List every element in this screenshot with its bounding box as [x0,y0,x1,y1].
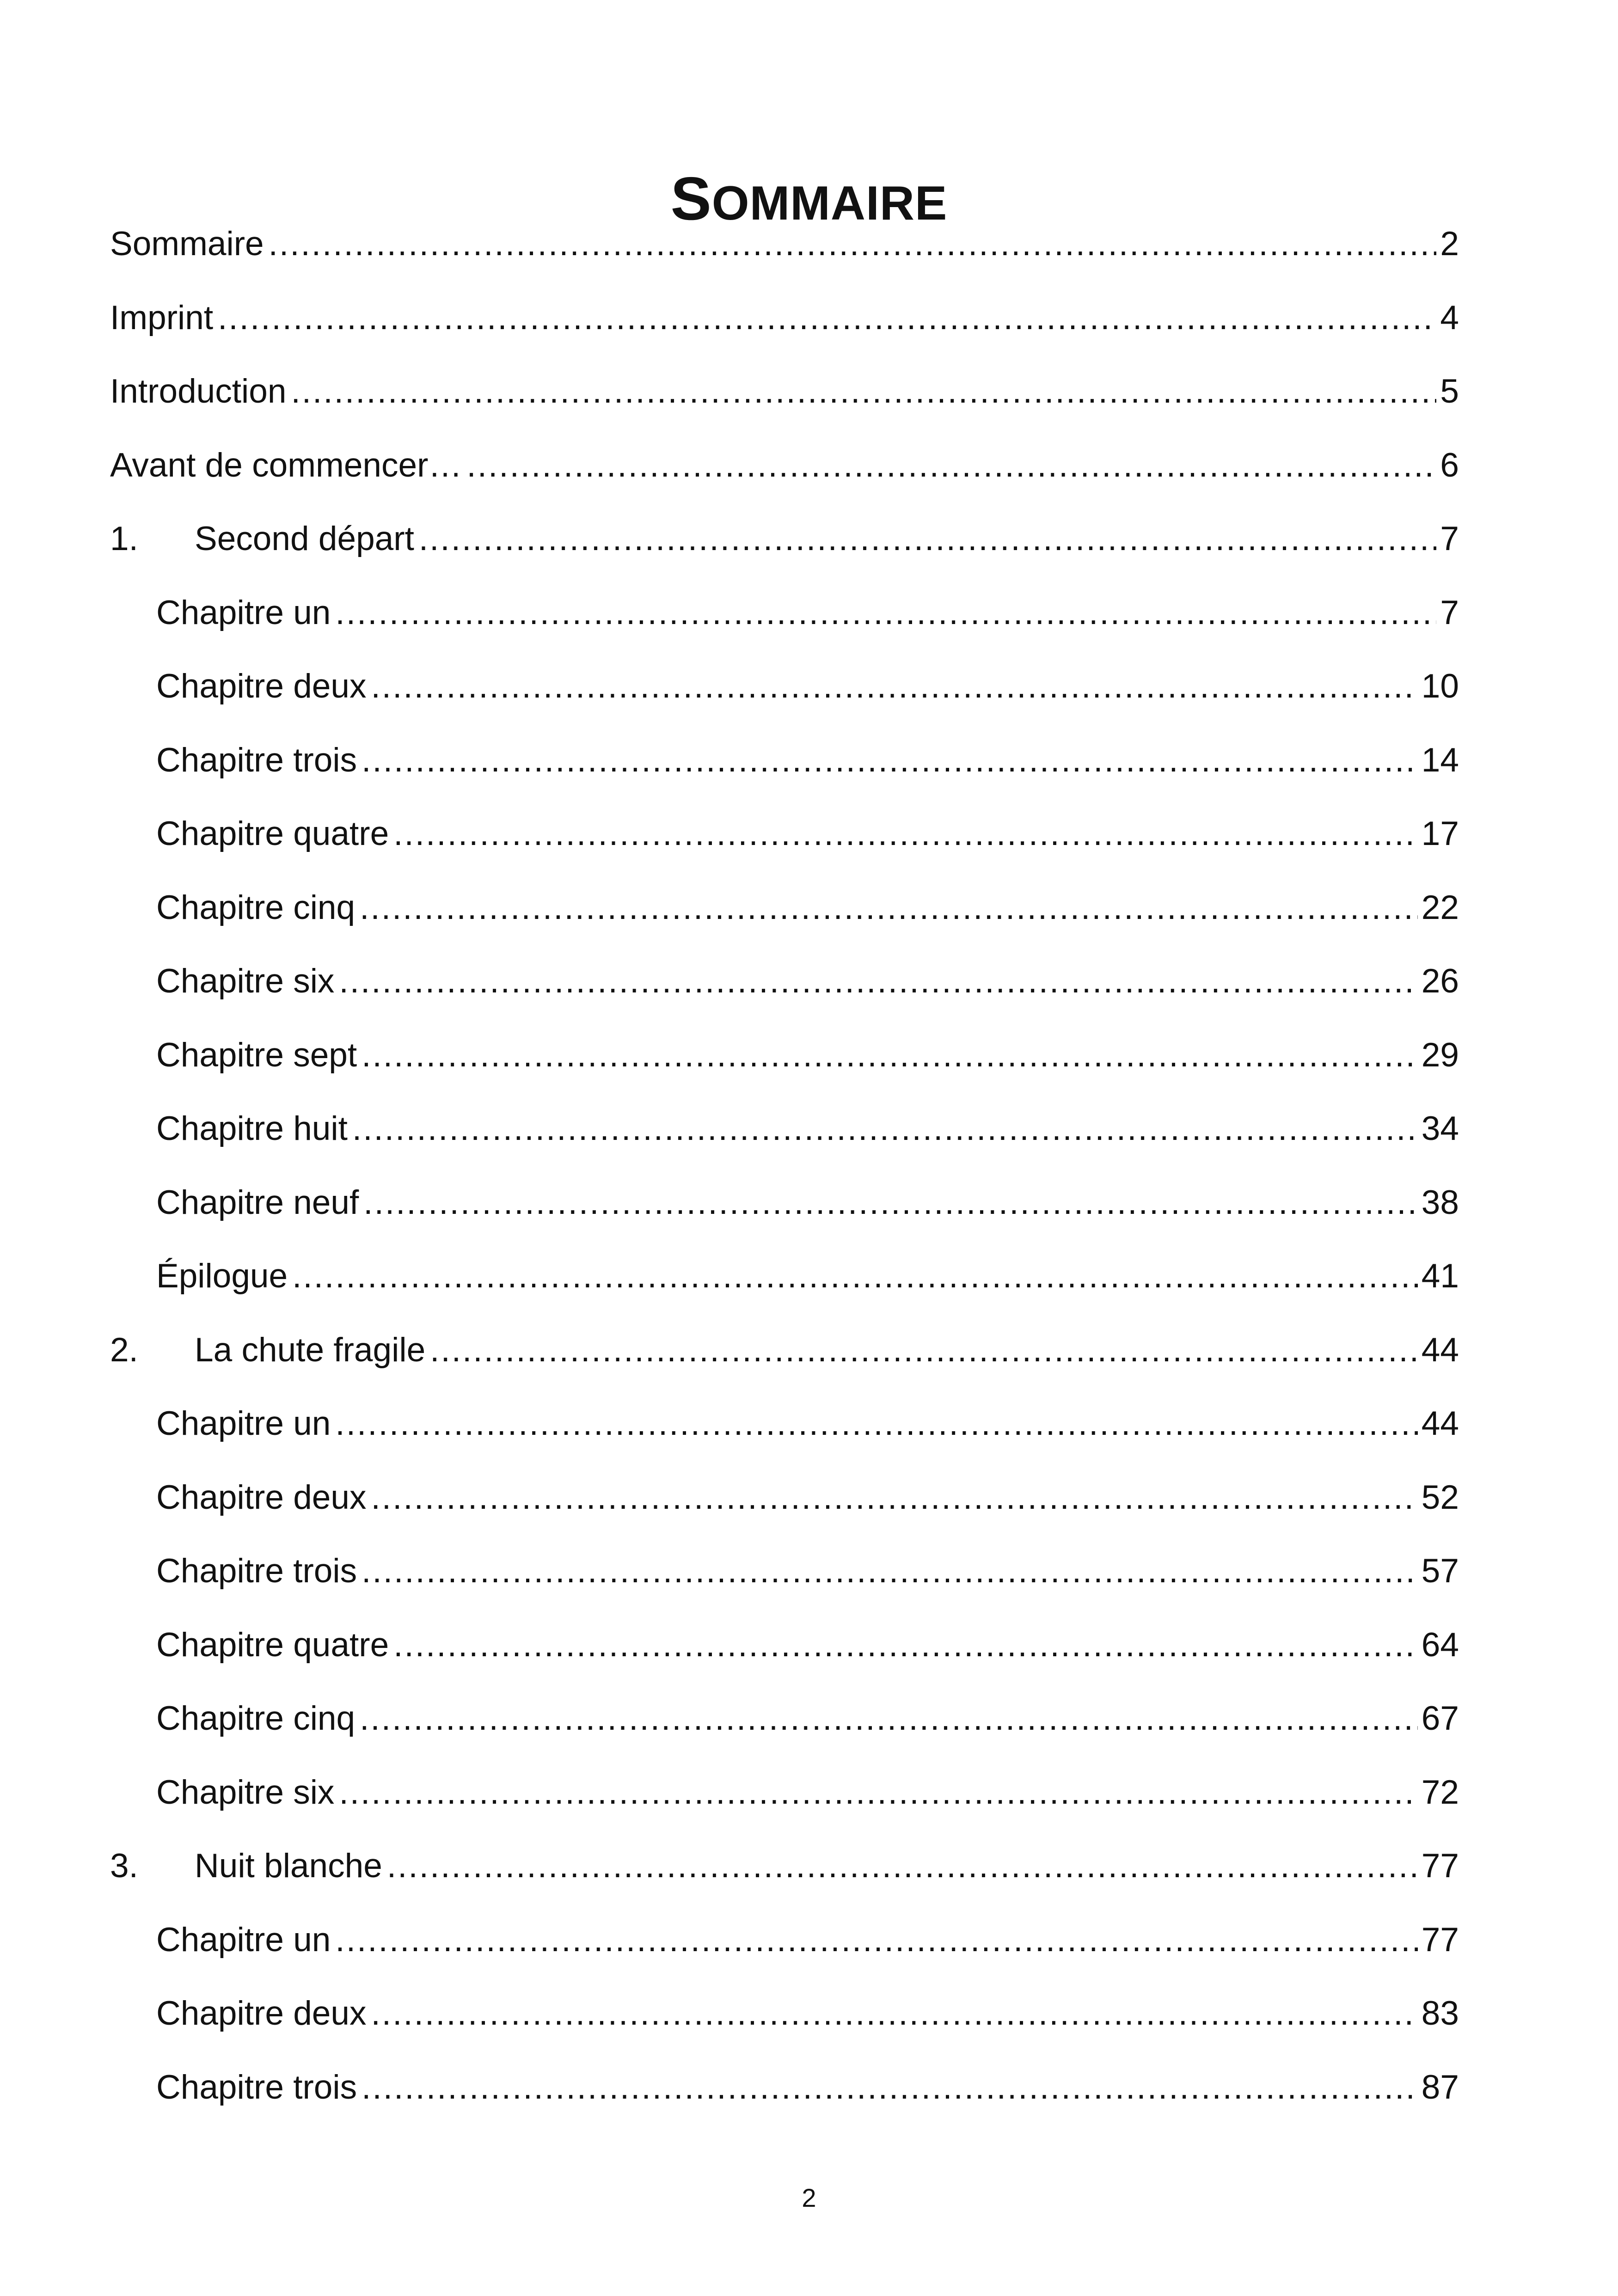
toc-entry[interactable] [110,959,1459,1033]
toc-entry-label: Chapitre deux [156,667,367,705]
toc-entry-label: Chapitre un [156,1405,331,1442]
toc-entry[interactable] [110,1181,1459,1255]
toc-entry[interactable] [110,296,1459,370]
toc-entry[interactable] [110,1402,1459,1476]
toc-entry-label: La chute fragile [195,1331,426,1369]
toc-dot-leader [363,1181,1418,1225]
toc-entry-number: 1. [110,520,138,557]
toc-entry-label: Chapitre trois [156,741,357,779]
toc-entry-page: 29 [1421,1036,1459,1074]
toc-entry-page: 6 [1440,446,1459,484]
toc-entry[interactable] [110,369,1459,443]
toc-dot-leader [362,1549,1418,1593]
toc-entry[interactable] [110,1844,1459,1918]
toc-entry-label: Imprint [110,299,214,337]
toc-dot-leader [371,664,1418,708]
toc-entry-page: 83 [1421,1995,1459,2032]
toc-dot-leader [362,2065,1418,2109]
toc-entry[interactable] [110,886,1459,960]
toc-entry-page: 87 [1421,2068,1459,2106]
toc-entry-page: 77 [1421,1847,1459,1885]
toc-entry[interactable] [110,1549,1459,1623]
toc-dot-leader [218,296,1436,340]
toc-entry[interactable] [110,591,1459,665]
toc-entry-page: 41 [1421,1257,1459,1295]
toc-dot-leader [371,1476,1418,1519]
toc-entry-label: Nuit blanche [195,1847,382,1885]
toc-entry-label: Chapitre neuf [156,1183,359,1221]
toc-entry-page: 26 [1421,962,1459,1000]
toc-entry-label: Épilogue [156,1257,288,1295]
toc-entry-page: 14 [1421,741,1459,779]
toc-entry[interactable] [110,812,1459,886]
toc-entry-label: Sommaire [110,225,264,263]
toc-entry[interactable] [110,1918,1459,1992]
toc-entry-page: 64 [1421,1626,1459,1664]
page-title-rest: OMMAIRE [711,177,948,231]
toc-entry[interactable] [110,664,1459,738]
toc-dot-leader [335,1402,1417,1445]
toc-entry-number: 2. [110,1331,138,1369]
toc-entry[interactable] [110,1623,1459,1697]
toc-entry-page: 52 [1421,1478,1459,1516]
toc-dot-leader [371,1991,1418,2035]
toc-entry[interactable] [110,517,1459,591]
toc-entry-label: Chapitre cinq [156,1700,355,1737]
toc-entry-page: 67 [1421,1700,1459,1737]
toc-entry[interactable] [110,1328,1459,1402]
toc-entry[interactable] [110,1107,1459,1181]
toc-dot-leader [362,1033,1418,1077]
toc-entry[interactable] [110,1033,1459,1107]
toc-dot-leader [352,1107,1418,1151]
toc-entry-label: Introduction [110,373,287,410]
toc-dot-leader [466,443,1436,487]
toc-entry[interactable] [110,738,1459,812]
toc-entry-page: 4 [1440,299,1459,337]
toc-entry-label: Chapitre quatre [156,1626,389,1664]
toc-entry-label: Chapitre trois [156,2068,357,2106]
toc-dot-leader [360,886,1418,930]
page-number: 2 [802,2183,816,2212]
toc-dot-leader [393,812,1418,856]
page-title-initial: S [670,165,712,233]
toc-dot-leader [339,959,1417,1003]
toc-entry-label: Chapitre trois [156,1552,357,1590]
toc-entry-label: Second départ [195,520,414,557]
toc-entry-page: 77 [1421,1921,1459,1959]
toc-entry[interactable] [110,1254,1459,1328]
toc-dot-leader [419,517,1437,561]
toc-entry-label: Chapitre six [156,962,335,1000]
toc-entry-page: 22 [1421,888,1459,926]
toc-entry[interactable] [110,1770,1459,1844]
toc-entry-page: 7 [1440,520,1459,557]
toc-dot-leader [292,1254,1418,1298]
toc-dot-leader [291,369,1436,413]
toc-entry-page: 5 [1440,373,1459,410]
toc-dot-leader [393,1623,1418,1667]
toc-dot-leader [387,1844,1418,1888]
toc-entry-label: Avant de commencer… [110,446,462,484]
toc-entry-label: Chapitre cinq [156,888,355,926]
toc-dot-leader [335,1918,1417,1962]
toc-entry[interactable] [110,2065,1459,2139]
toc-entry-label: Chapitre quatre [156,815,389,852]
toc-entry[interactable] [110,1696,1459,1770]
toc-dot-leader [430,1328,1418,1372]
toc-dot-leader [360,1696,1418,1740]
toc-entry-label: Chapitre un [156,594,331,631]
toc-entry-label: Chapitre deux [156,1478,367,1516]
toc-entry-label: Chapitre huit [156,1110,348,1147]
toc-entry-label: Chapitre deux [156,1995,367,2032]
toc-entry-page: 44 [1421,1331,1459,1369]
toc-entry-page: 57 [1421,1552,1459,1590]
toc-entry[interactable] [110,1476,1459,1549]
toc-entry-number: 3. [110,1847,138,1885]
toc-entry-label: Chapitre sept [156,1036,357,1074]
toc-dot-leader [269,222,1437,266]
toc-dot-leader [335,591,1436,635]
toc-entry-page: 10 [1421,667,1459,705]
toc-entry-page: 44 [1421,1405,1459,1442]
toc-entry-page: 34 [1421,1110,1459,1147]
toc-entry[interactable] [110,222,1459,296]
table-of-contents [110,222,1459,2139]
toc-entry-page: 38 [1421,1183,1459,1221]
toc-entry-page: 72 [1421,1773,1459,1811]
toc-entry-label: Chapitre six [156,1773,335,1811]
toc-entry-label: Chapitre un [156,1921,331,1959]
toc-entry[interactable] [110,443,1459,517]
toc-dot-leader [339,1770,1417,1814]
toc-entry[interactable] [110,1991,1459,2065]
toc-entry-page: 17 [1421,815,1459,852]
toc-dot-leader [362,738,1418,782]
toc-entry-page: 2 [1440,225,1459,263]
toc-entry-page: 7 [1440,594,1459,631]
